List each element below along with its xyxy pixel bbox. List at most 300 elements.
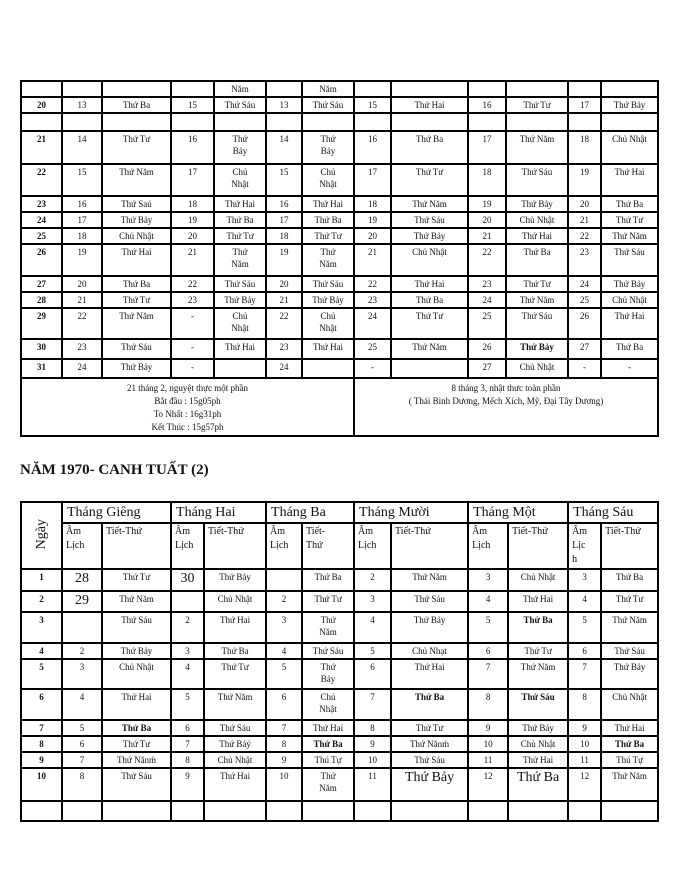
- weekday-cell: Thứ Bảy: [102, 212, 171, 228]
- lunar-date-cell: 4: [171, 659, 204, 689]
- weekday-cell: Thứ Tư: [214, 228, 266, 244]
- lunar-date-cell: -: [354, 359, 391, 378]
- weekday-cell: Thứ Hai: [508, 752, 568, 768]
- weekday-cell: Thứ Ba: [601, 339, 658, 359]
- weekday-cell: Thứ Bảy: [302, 292, 354, 308]
- weekday-cell: Thứ Ba: [391, 292, 468, 308]
- weekday-cell: Thứ Sáu: [302, 97, 354, 113]
- weekday-cell: [508, 801, 568, 821]
- lunar-date-cell: 11: [568, 752, 601, 768]
- lunar-date-cell: -: [568, 359, 601, 378]
- lunar-date-cell: [568, 81, 601, 97]
- weekday-cell: Thứ Năm: [601, 228, 658, 244]
- lunar-date-cell: 14: [62, 131, 102, 164]
- eclipse-note-lunar: 21 tháng 2, nguyệt thực một phần Bắt đầu : 15g05ph To Nhất : 16g31ph Kết Thúc : 15g57ph: [21, 378, 354, 436]
- weekday-cell: Thứ Sáu: [214, 276, 266, 292]
- lunar-date-cell: 9: [568, 720, 601, 736]
- footer-row: [21, 378, 658, 436]
- weekday-cell: Chủ Nhạt: [391, 643, 468, 659]
- lunar-date-cell: 9: [468, 720, 508, 736]
- table-row: [21, 97, 658, 113]
- lunar-date-cell: 21: [468, 228, 506, 244]
- weekday-cell: Thứ Tư: [102, 569, 171, 591]
- weekday-cell: Thứ Năm: [102, 591, 171, 612]
- weekday-cell: [102, 801, 171, 821]
- section-heading: NĂM 1970- CANH TUẤT (2): [20, 462, 209, 478]
- table-row: [21, 569, 658, 591]
- weekday-cell: Thứ Ba: [102, 97, 171, 113]
- weekday-cell: Thứ Hai: [601, 720, 658, 736]
- weekday-cell: [391, 81, 468, 97]
- weekday-cell: [214, 113, 266, 131]
- table-row: [21, 659, 658, 689]
- weekday-cell: Thứ Bảy: [508, 720, 568, 736]
- weekday-cell: Thứ Sáu: [506, 164, 568, 196]
- day-cell: 7: [21, 720, 62, 736]
- day-cell: 9: [21, 752, 62, 768]
- table-row: [21, 612, 658, 643]
- weekday-subheader: Tiết-Thứ: [204, 523, 266, 569]
- weekday-cell: Thứ Sáu: [391, 212, 468, 228]
- weekday-cell: Thứ Tư: [506, 97, 568, 113]
- lunar-subheader: Âm Lịch: [354, 523, 391, 569]
- month-header: Tháng Ba: [266, 502, 354, 523]
- weekday-cell: Chủ Nhật: [204, 591, 266, 612]
- lunar-date-cell: 7: [354, 689, 391, 720]
- lunar-date-cell: 27: [468, 359, 506, 378]
- table-row: [21, 164, 658, 196]
- weekday-cell: [391, 359, 468, 378]
- lunar-date-cell: [171, 801, 204, 821]
- weekday-cell: Thứ Bảy: [214, 292, 266, 308]
- lunar-date-cell: 28: [62, 569, 102, 591]
- weekday-cell: [102, 81, 171, 97]
- weekday-cell: Thứ Năm: [302, 244, 354, 276]
- month-header: Tháng Sáu: [568, 502, 658, 523]
- table-row: [21, 228, 658, 244]
- lunar-date-cell: 10: [568, 736, 601, 752]
- lunar-date-cell: [266, 801, 302, 821]
- lunar-subheader: Âm Lịch: [266, 523, 302, 569]
- weekday-cell: Thứ Hai: [508, 591, 568, 612]
- lunar-subheader: Âm Lịch: [62, 523, 102, 569]
- lunar-date-cell: 20: [354, 228, 391, 244]
- month-header: Tháng Một: [468, 502, 568, 523]
- lunar-date-cell: 15: [171, 97, 214, 113]
- lunar-date-cell: 18: [266, 228, 302, 244]
- lunar-date-cell: 5: [568, 612, 601, 643]
- lunar-date-cell: 27: [568, 339, 601, 359]
- lunar-date-cell: 3: [62, 659, 102, 689]
- lunar-date-cell: 5: [171, 689, 204, 720]
- lunar-date-cell: [468, 81, 506, 97]
- lunar-date-cell: 7: [266, 720, 302, 736]
- weekday-cell: Thứ Tư: [204, 659, 266, 689]
- lunar-date-cell: 18: [568, 131, 601, 164]
- weekday-cell: [302, 359, 354, 378]
- weekday-cell: Thứ Bảy: [391, 612, 468, 643]
- day-cell: 27: [21, 276, 62, 292]
- lunar-date-cell: 6: [171, 720, 204, 736]
- day-cell: 29: [21, 308, 62, 339]
- weekday-cell: Thứ Bảy: [102, 643, 171, 659]
- day-cell: 28: [21, 292, 62, 308]
- weekday-cell: Chủ Nhật: [601, 131, 658, 164]
- table-row: [21, 768, 658, 801]
- lunar-date-cell: 2: [266, 591, 302, 612]
- lunar-date-cell: 8: [568, 689, 601, 720]
- weekday-cell: Thứ Sáu: [102, 339, 171, 359]
- table-row: [21, 292, 658, 308]
- lunar-date-cell: 9: [266, 752, 302, 768]
- lunar-date-cell: 24: [468, 292, 506, 308]
- weekday-cell: Chủ Nhật: [508, 736, 568, 752]
- weekday-cell: Thứ Bảy: [391, 228, 468, 244]
- day-column-header: [21, 502, 62, 569]
- lunar-date-cell: 4: [354, 612, 391, 643]
- weekday-cell: [204, 801, 266, 821]
- lunar-date-cell: 18: [468, 164, 506, 196]
- weekday-cell: Thứ Năm: [391, 196, 468, 212]
- weekday-cell: Thứ Hai: [204, 768, 266, 801]
- weekday-cell: Chủ Nhật: [601, 292, 658, 308]
- lunar-date-cell: 3: [171, 643, 204, 659]
- weekday-cell: [601, 801, 658, 821]
- table-row: [21, 131, 658, 164]
- day-cell: 26: [21, 244, 62, 276]
- weekday-cell: Thứ Ba: [302, 736, 354, 752]
- lunar-date-cell: 9: [354, 736, 391, 752]
- lunar-date-cell: [266, 113, 302, 131]
- lunar-date-cell: 7: [568, 659, 601, 689]
- lunar-date-cell: 15: [354, 97, 391, 113]
- eclipse-note-solar: 8 tháng 3, nhật thưc toàn phần ( Thái Bình Dương, Mếch Xích, Mỹ, Đại Tây Dương): [354, 378, 658, 436]
- weekday-cell: Thứ Năm: [302, 612, 354, 643]
- weekday-subheader: Tiết-Thứ: [102, 523, 171, 569]
- lunar-date-cell: 16: [354, 131, 391, 164]
- weekday-cell: Thứ Năm: [214, 244, 266, 276]
- weekday-cell: Chủ Nhật: [214, 308, 266, 339]
- day-cell: 30: [21, 339, 62, 359]
- weekday-cell: Chủ Nhật: [102, 228, 171, 244]
- day-cell: 3: [21, 612, 62, 643]
- day-cell: 2: [21, 591, 62, 612]
- weekday-cell: Thứ Tư: [506, 276, 568, 292]
- weekday-cell: Thứ Hai: [102, 689, 171, 720]
- lunar-date-cell: 22: [468, 244, 506, 276]
- weekday-cell: Thứ Hai: [102, 244, 171, 276]
- weekday-cell: [506, 81, 568, 97]
- lunar-date-cell: 3: [568, 569, 601, 591]
- lunar-date-cell: 13: [266, 97, 302, 113]
- lunar-date-cell: 8: [468, 689, 508, 720]
- weekday-cell: Thứ Hai: [391, 97, 468, 113]
- lunar-date-cell: 4: [468, 591, 508, 612]
- weekday-cell: -: [601, 359, 658, 378]
- day-cell: 1: [21, 569, 62, 591]
- table-row: [21, 81, 658, 97]
- weekday-subheader: Tiết- Thứ: [302, 523, 354, 569]
- lunar-date-cell: 6: [468, 643, 508, 659]
- weekday-cell: [302, 113, 354, 131]
- lunar-date-cell: 17: [568, 97, 601, 113]
- lunar-date-cell: 2: [354, 569, 391, 591]
- lunar-date-cell: 3: [354, 591, 391, 612]
- weekday-cell: Thứ Sáu: [302, 276, 354, 292]
- weekday-cell: Thứ Ba: [391, 131, 468, 164]
- weekday-cell: Thứ Sáu: [214, 97, 266, 113]
- table-row: [21, 720, 658, 736]
- weekday-cell: [302, 801, 354, 821]
- weekday-cell: [601, 81, 658, 97]
- lunar-date-cell: 15: [266, 164, 302, 196]
- lunar-date-cell: 17: [171, 164, 214, 196]
- weekday-cell: Thứ Sáu: [601, 643, 658, 659]
- weekday-cell: Thứ Ba: [601, 196, 658, 212]
- weekday-cell: Thứ Hai: [302, 196, 354, 212]
- weekday-cell: Thứ Tư: [102, 292, 171, 308]
- table-row: [21, 212, 658, 228]
- weekday-cell: Thú Tự: [302, 752, 354, 768]
- lunar-date-cell: -: [171, 359, 214, 378]
- lunar-date-cell: 13: [62, 97, 102, 113]
- weekday-cell: Thứ Sáu: [506, 308, 568, 339]
- lunar-date-cell: 10: [354, 752, 391, 768]
- weekday-subheader: Tiết-Thứ: [601, 523, 658, 569]
- weekday-cell: Thứ Sáu: [601, 244, 658, 276]
- weekday-cell: Thứ Tư: [601, 212, 658, 228]
- lunar-date-cell: 24: [62, 359, 102, 378]
- weekday-cell: Thứ Tư: [508, 643, 568, 659]
- weekday-cell: [506, 113, 568, 131]
- table-row: [21, 196, 658, 212]
- lunar-date-cell: [568, 113, 601, 131]
- lunar-subheader: Âm Lịch: [468, 523, 508, 569]
- weekday-cell: Thứ Bảy: [601, 659, 658, 689]
- lunar-date-cell: 8: [266, 736, 302, 752]
- lunar-date-cell: 17: [266, 212, 302, 228]
- lunar-date-cell: [62, 612, 102, 643]
- lunar-date-cell: 22: [354, 276, 391, 292]
- weekday-cell: Thứ Tư: [102, 736, 171, 752]
- table-row: [21, 113, 658, 131]
- weekday-cell: Thứ Hai: [601, 308, 658, 339]
- weekday-cell: Thứ Tư: [391, 308, 468, 339]
- weekday-cell: Thứ Bảy: [601, 276, 658, 292]
- table-row: [21, 736, 658, 752]
- lunar-date-cell: 23: [568, 244, 601, 276]
- lunar-date-cell: 11: [468, 752, 508, 768]
- weekday-cell: Thứ Hai: [302, 720, 354, 736]
- lunar-date-cell: 7: [171, 736, 204, 752]
- weekday-cell: Thứ Bảy: [302, 659, 354, 689]
- weekday-cell: Thứ Năm: [506, 292, 568, 308]
- weekday-cell: Thứ Ba: [102, 720, 171, 736]
- weekday-cell: Thứ Tư: [391, 720, 468, 736]
- weekday-cell: [391, 113, 468, 131]
- lunar-date-cell: 24: [266, 359, 302, 378]
- lunar-date-cell: 7: [62, 752, 102, 768]
- table-row: [21, 308, 658, 339]
- day-cell: 22: [21, 164, 62, 196]
- weekday-cell: Thứ Ba: [102, 276, 171, 292]
- lunar-date-cell: 22: [62, 308, 102, 339]
- lunar-date-cell: 5: [468, 612, 508, 643]
- lunar-date-cell: 3: [266, 612, 302, 643]
- weekday-cell: Chủ Nhật: [601, 689, 658, 720]
- weekday-cell: Thứ Năm: [601, 612, 658, 643]
- weekday-cell: Thứ Nănḿ: [102, 752, 171, 768]
- weekday-cell: Thứ Ba: [508, 612, 568, 643]
- weekday-cell: Thứ Năm: [204, 689, 266, 720]
- table-row: [21, 643, 658, 659]
- lunar-date-cell: [354, 801, 391, 821]
- weekday-cell: Thứ Sáu: [102, 612, 171, 643]
- lunar-date-cell: 18: [171, 196, 214, 212]
- lunar-date-cell: 24: [568, 276, 601, 292]
- month-header: Tháng Giêng: [62, 502, 171, 523]
- lunar-date-cell: [171, 113, 214, 131]
- lunar-date-cell: -: [171, 308, 214, 339]
- lunar-date-cell: 20: [62, 276, 102, 292]
- weekday-cell: Thứ Ba: [302, 212, 354, 228]
- lunar-date-cell: 22: [266, 308, 302, 339]
- weekday-cell: Thứ Ba: [601, 569, 658, 591]
- weekday-cell: Thứ Bảy: [506, 196, 568, 212]
- lunar-date-cell: 14: [266, 131, 302, 164]
- lunar-date-cell: 6: [62, 736, 102, 752]
- weekday-cell: Thứ Bảy: [102, 359, 171, 378]
- lunar-date-cell: 23: [62, 339, 102, 359]
- weekday-cell: Thứ Ba: [506, 244, 568, 276]
- lunar-date-cell: 19: [62, 244, 102, 276]
- weekday-subheader: Tiết-Thứ: [391, 523, 468, 569]
- lunar-date-cell: 16: [62, 196, 102, 212]
- month-header: Tháng Mười: [354, 502, 468, 523]
- table-row: [21, 752, 658, 768]
- lunar-date-cell: 8: [171, 752, 204, 768]
- weekday-cell: Thứ Sáu: [508, 689, 568, 720]
- day-cell: 5: [21, 659, 62, 689]
- day-cell: 31: [21, 359, 62, 378]
- weekday-cell: Năm: [214, 81, 266, 97]
- lunar-date-cell: 2: [62, 643, 102, 659]
- weekday-cell: Thứ Ba: [601, 736, 658, 752]
- weekday-cell: Thứ Bảy: [214, 131, 266, 164]
- lunar-date-cell: 20: [568, 196, 601, 212]
- lunar-date-cell: 6: [266, 689, 302, 720]
- weekday-cell: Thứ Ba: [204, 643, 266, 659]
- lunar-date-cell: 23: [171, 292, 214, 308]
- lunar-date-cell: 21: [62, 292, 102, 308]
- lunar-date-cell: 9: [171, 768, 204, 801]
- weekday-cell: Chủ Nhật: [508, 569, 568, 591]
- lunar-date-cell: 5: [266, 659, 302, 689]
- weekday-cell: [601, 113, 658, 131]
- weekday-cell: Thứ Tư: [302, 591, 354, 612]
- lunar-date-cell: [468, 801, 508, 821]
- lunar-date-cell: 23: [468, 276, 506, 292]
- weekday-cell: Chủ Nhật: [302, 308, 354, 339]
- day-cell: 25: [21, 228, 62, 244]
- day-cell: [21, 113, 62, 131]
- day-cell: [21, 81, 62, 97]
- table-row: [21, 689, 658, 720]
- lunar-date-cell: 20: [468, 212, 506, 228]
- lunar-date-cell: 12: [568, 768, 601, 801]
- weekday-cell: Thứ Tư: [102, 131, 171, 164]
- weekday-cell: Thứ Nănḿ: [391, 736, 468, 752]
- lunar-date-cell: 17: [468, 131, 506, 164]
- lunar-date-cell: 5: [354, 643, 391, 659]
- weekday-cell: Thứ Sáu: [204, 720, 266, 736]
- weekday-cell: Thứ Bảy: [204, 569, 266, 591]
- weekday-cell: Thứ Hai: [204, 612, 266, 643]
- weekday-cell: Thứ Ba: [214, 212, 266, 228]
- day-cell: 8: [21, 736, 62, 752]
- subheader-row: [21, 523, 658, 569]
- lunar-date-cell: 22: [171, 276, 214, 292]
- weekday-cell: Thứ Tư: [601, 591, 658, 612]
- lunar-date-cell: [568, 801, 601, 821]
- lunar-date-cell: -: [171, 339, 214, 359]
- weekday-cell: Thứ Sáu: [391, 591, 468, 612]
- calendar-table-continued: [20, 80, 659, 437]
- lunar-date-cell: 30: [171, 569, 204, 591]
- weekday-cell: Chủ Nhật: [506, 212, 568, 228]
- lunar-date-cell: 19: [266, 244, 302, 276]
- weekday-cell: Chủ Nhật: [214, 164, 266, 196]
- lunar-date-cell: 19: [171, 212, 214, 228]
- lunar-date-cell: 24: [354, 308, 391, 339]
- lunar-date-cell: 21: [568, 212, 601, 228]
- lunar-date-cell: 20: [171, 228, 214, 244]
- weekday-cell: Thứ Ba: [302, 569, 354, 591]
- weekday-cell: Chủ Nhật: [506, 359, 568, 378]
- weekday-cell: Thú Tự: [601, 752, 658, 768]
- lunar-date-cell: 18: [354, 196, 391, 212]
- lunar-date-cell: 21: [354, 244, 391, 276]
- weekday-cell: Chủ Nhật: [391, 244, 468, 276]
- weekday-cell: Thứ Hai: [214, 339, 266, 359]
- lunar-date-cell: 18: [62, 228, 102, 244]
- table-row: [21, 276, 658, 292]
- day-header-label: Ngày: [33, 518, 49, 550]
- lunar-date-cell: 25: [354, 339, 391, 359]
- lunar-date-cell: 25: [468, 308, 506, 339]
- weekday-subheader: Tiết-Thứ: [508, 523, 568, 569]
- weekday-cell: Thứ Bảy: [506, 339, 568, 359]
- weekday-cell: Thứ Tư: [302, 228, 354, 244]
- weekday-cell: Thứ Năm: [506, 131, 568, 164]
- weekday-cell: Thứ Năm: [391, 569, 468, 591]
- weekday-cell: Chủ Nhật: [102, 659, 171, 689]
- weekday-cell: Thứ Hai: [391, 659, 468, 689]
- weekday-cell: Thứ Bảy: [601, 97, 658, 113]
- lunar-subheader: Âm Lịc h: [568, 523, 601, 569]
- weekday-cell: Thứ Hai: [506, 228, 568, 244]
- lunar-date-cell: [266, 81, 302, 97]
- lunar-date-cell: 4: [568, 591, 601, 612]
- table-row: [21, 244, 658, 276]
- weekday-cell: Thứ Sáu: [302, 643, 354, 659]
- weekday-cell: Chủ Nhật: [204, 752, 266, 768]
- weekday-cell: Thứ Năm: [102, 164, 171, 196]
- lunar-date-cell: 23: [354, 292, 391, 308]
- month-header: Tháng Hai: [171, 502, 266, 523]
- lunar-date-cell: 10: [266, 768, 302, 801]
- day-cell: [21, 801, 62, 821]
